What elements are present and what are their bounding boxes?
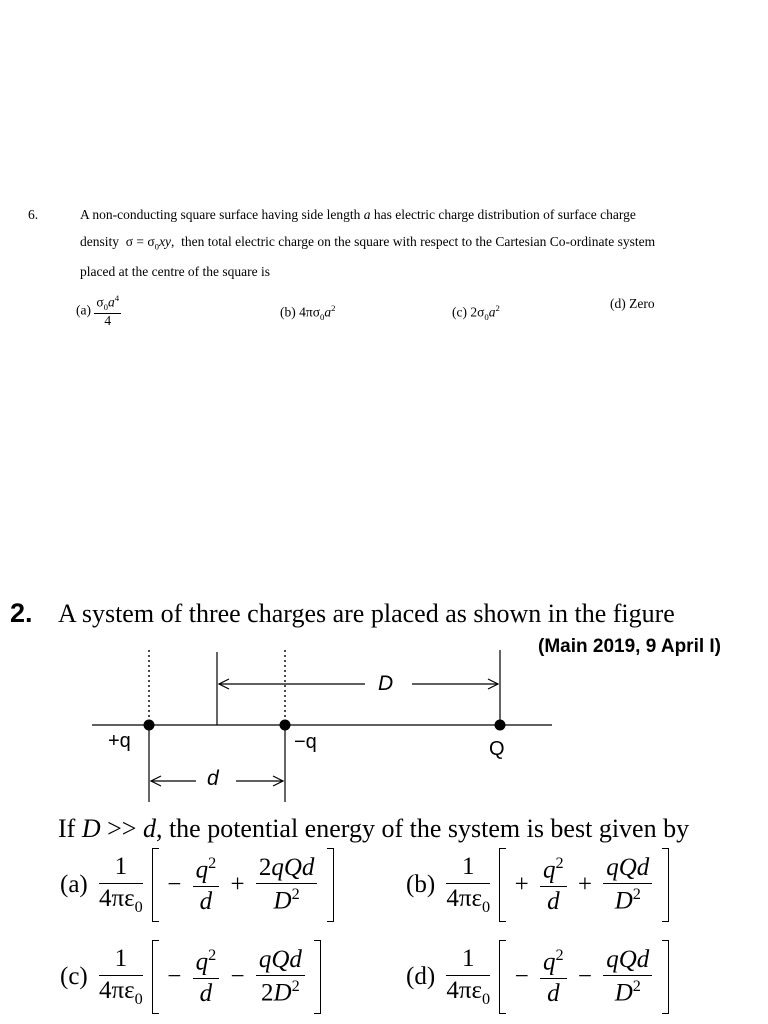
charge-figure (0, 640, 768, 810)
question-line-2: density $\sigma = \sigma_0xy$, then total electric charge on the square with respect to the Cartesian Co-ordinate system (80, 234, 656, 252)
question-line-3: placed at the centre of the square is (80, 264, 271, 279)
question-number: 6. (28, 207, 39, 222)
question-text: A system of three charges are placed as shown in the figure (58, 599, 675, 628)
question-prompt: If D >> d, the potential energy of the system is best given by (58, 814, 690, 843)
charge-Q (495, 720, 506, 731)
question-line-1: A non-conducting square surface having side length a has electric charge distribution of surface charge (80, 207, 636, 222)
option-a-label: (a) (76, 302, 91, 318)
option-a-fraction: $\frac{\sigma_0a^4}{4}$ (96, 293, 120, 328)
charge-minus-q (280, 720, 291, 731)
option-b[interactable]: (b) $4\pi\sigma_0a^2$ (280, 303, 336, 323)
label-minus-q: −q (294, 731, 317, 753)
question-number: 2. (10, 598, 33, 628)
label-d: d (207, 767, 219, 790)
label-plus-q: +q (108, 730, 131, 752)
option-c[interactable]: (c) $2\sigma_0a^2$ (452, 303, 500, 323)
option-a-label: (a) (60, 871, 88, 898)
option-d[interactable]: (d) Zero (610, 296, 655, 311)
option-a[interactable]: (a) $\frac{1}{4\pi\varepsilon_0}$ − $\frac{q^2}{d}$ + $\frac{\text{2qQd}}{D^2}$ (58, 848, 334, 922)
label-Q: Q (489, 738, 505, 760)
source-tag: (Main 2019, 9 April I) (538, 636, 722, 657)
option-c[interactable]: (c) $\frac{1}{4\pi\varepsilon_0}$ − $\frac{q^2}{d}$ − $\frac{\text{qQd}}{2D^2}$ (58, 940, 321, 1014)
option-b[interactable]: (b) $\frac{1}{4\pi\varepsilon_0}$ + $\frac{q^2}{d}$ + $\frac{\text{qQd}}{D^2}$ (404, 848, 669, 922)
option-c-label: (c) (60, 963, 88, 990)
option-d[interactable]: (d) $\frac{1}{4\pi\varepsilon_0}$ − $\frac{q^2}{d}$ − $\frac{\text{qQd}}{D^2}$ (404, 940, 669, 1014)
option-a[interactable] (76, 294, 121, 329)
label-D: D (378, 672, 394, 695)
charge-plus-q (144, 720, 155, 731)
option-b-label: (b) (406, 871, 436, 898)
option-d-label: (d) (406, 963, 436, 990)
